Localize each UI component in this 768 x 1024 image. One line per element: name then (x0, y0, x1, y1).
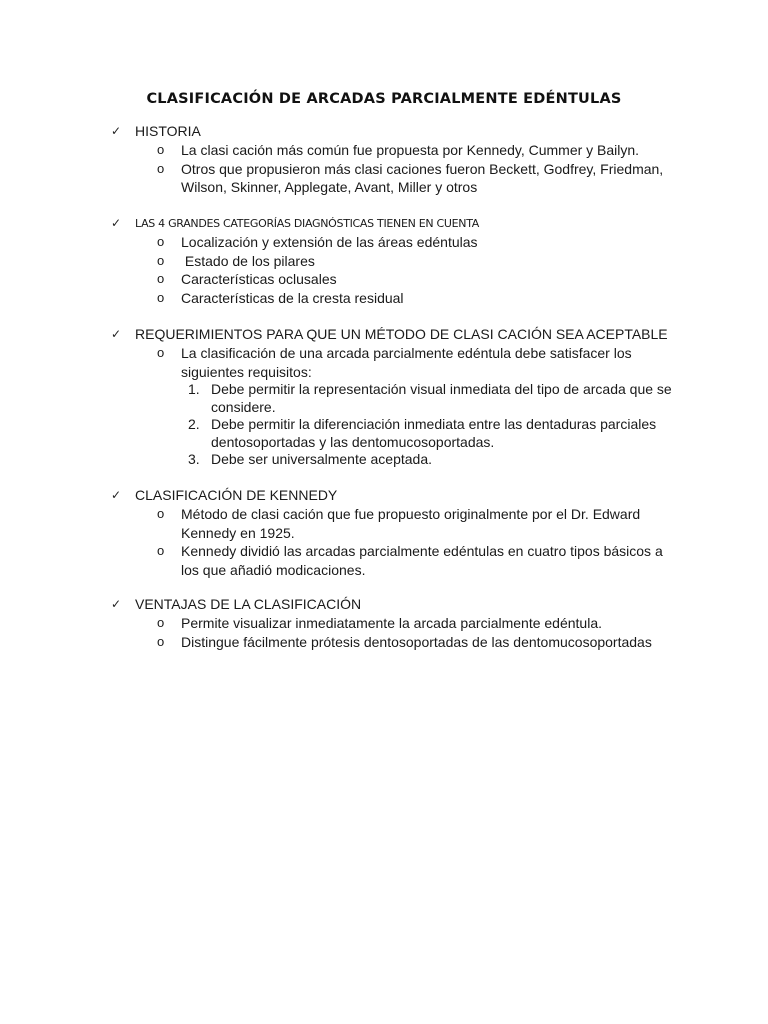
section-heading (0, 594, 768, 614)
item-number: 1. (188, 381, 200, 397)
section-heading (0, 121, 768, 141)
section-heading-label: VENTAJAS DE LA CLASIFICACIÓN (135, 596, 362, 612)
bullet-list (0, 614, 768, 651)
numbered-item (0, 416, 768, 451)
checkmark-icon: ✓ (111, 124, 122, 138)
bullet-icon: o (157, 345, 165, 360)
section-heading-label: REQUERIMIENTOS PARA QUE UN MÉTODO DE CLASI CACIÓN SEA ACEPTABLE (135, 326, 668, 342)
numbered-item-text: Debe ser universalmente aceptada. (211, 451, 433, 467)
bullet-icon: o (157, 506, 165, 521)
list-item-text: Otros que propusieron más clasi caciones fueron Beckett, Godfrey, Friedman, Wilson, Skinner, Applegate, Avant, Miller y otros (181, 160, 664, 195)
item-number: 3. (188, 451, 200, 467)
list-item-text: Características oclusales (181, 271, 337, 287)
list-item (0, 141, 768, 160)
bullet-icon: o (157, 615, 165, 630)
numbered-list (0, 381, 768, 469)
bullet-icon: o (157, 271, 165, 286)
bullet-icon: o (157, 234, 165, 249)
list-item-text: Distingue fácilmente prótesis dentosoportadas de las dentomucosoportadas (181, 633, 652, 650)
list-item (0, 633, 768, 652)
section-heading (0, 485, 768, 505)
list-item-text: Localización y extensión de las áreas edéntulas (181, 234, 478, 250)
numbered-item-text: Debe permitir la representación visual inmediata del tipo de arcada que se considere. (211, 381, 672, 415)
section-heading-label: HISTORIA (135, 123, 201, 139)
list-item (0, 233, 768, 252)
checkmark-icon: ✓ (111, 327, 122, 341)
section-ventajas (0, 594, 768, 651)
bullet-icon: o (157, 633, 165, 649)
list-item (0, 614, 768, 633)
list-item (0, 270, 768, 289)
list-item (0, 505, 768, 542)
section-heading (0, 324, 768, 344)
numbered-item-text: Debe permitir la diferenciación inmediata entre las dentaduras parciales dentosoportadas y las dentomucosoportadas. (211, 416, 657, 450)
list-item (0, 252, 768, 271)
bullet-icon: o (157, 289, 165, 305)
numbered-item (0, 451, 768, 469)
section-heading-label: LAS 4 GRANDES CATEGORÍAS DIAGNÓSTICAS TIENEN EN CUENTA (135, 217, 480, 230)
list-item (0, 160, 768, 197)
bullet-icon: o (157, 160, 165, 176)
page-title: CLASIFICACIÓN DE ARCADAS PARCIALMENTE EDÉNTULAS (146, 91, 622, 107)
list-item (0, 542, 768, 579)
list-item-text: Características de la cresta residual (181, 289, 404, 306)
section-heading-label: CLASIFICACIÓN DE KENNEDY (135, 487, 338, 503)
list-item (0, 344, 768, 381)
bullet-list (0, 141, 768, 197)
numbered-item (0, 381, 768, 416)
checkmark-icon: ✓ (111, 597, 122, 611)
bullet-list (0, 505, 768, 579)
bullet-icon: o (157, 252, 165, 268)
list-item-text: La clasi cación más común fue propuesta por Kennedy, Cummer y Bailyn. (181, 142, 640, 158)
list-item-text: Permite visualizar inmediatamente la arcada parcialmente edéntula. (181, 615, 602, 631)
list-item-text: Estado de los pilares (181, 252, 315, 269)
bullet-icon: o (157, 142, 165, 157)
bullet-list (0, 344, 768, 381)
list-item (0, 289, 768, 308)
checkmark-icon: ✓ (111, 488, 122, 502)
section-requerimientos (0, 324, 768, 469)
list-item-text: Método de clasi cación que fue propuesto originalmente por el Dr. Edward Kennedy en 1925. (181, 506, 641, 541)
section-heading (0, 213, 768, 233)
section-categorias (0, 213, 768, 307)
section-kennedy (0, 485, 768, 579)
item-number: 2. (188, 416, 200, 432)
checkmark-icon: ✓ (111, 216, 122, 230)
list-item-text: La clasificación de una arcada parcialmente edéntula debe satisfacer los siguientes requisitos: (181, 345, 632, 380)
bullet-list (0, 233, 768, 307)
bullet-icon: o (157, 543, 165, 558)
section-historia (0, 121, 768, 197)
list-item-text: Kennedy dividió las arcadas parcialmente edéntulas en cuatro tipos básicos a los que añadió modicaciones. (181, 543, 663, 578)
